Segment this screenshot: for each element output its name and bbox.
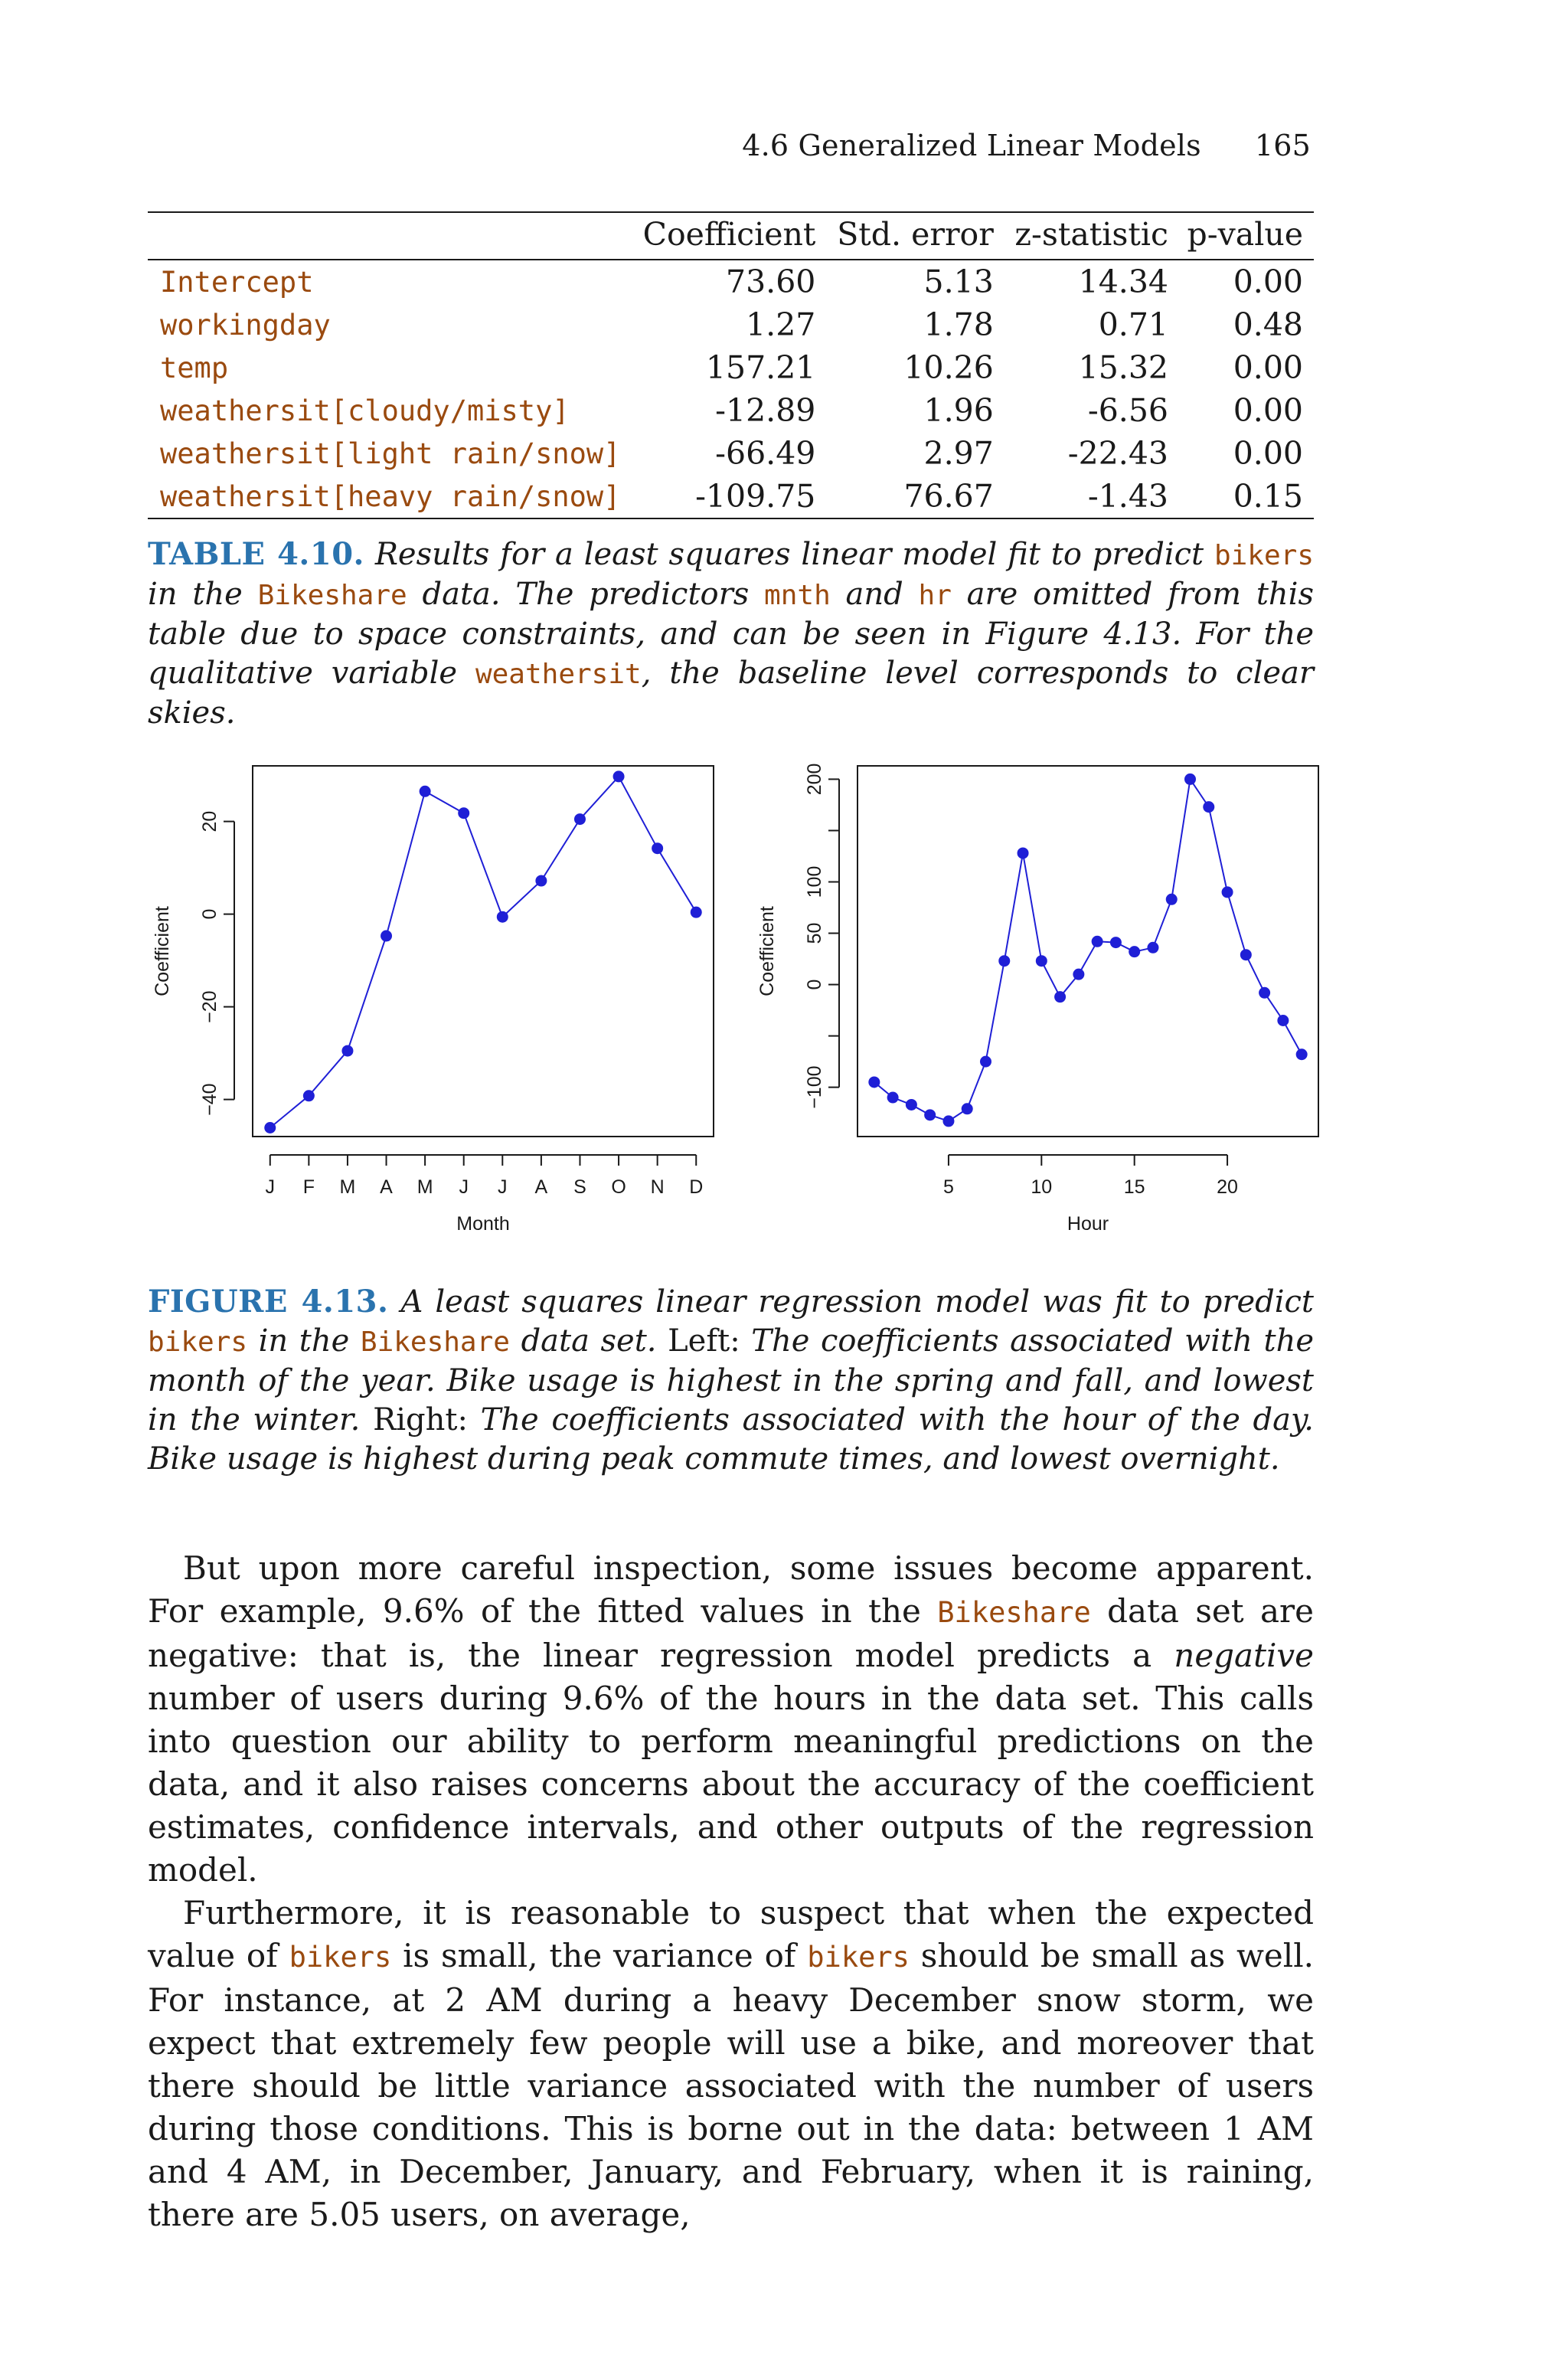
data-point: [303, 1090, 315, 1101]
row-label: weathersit[cloudy/misty]: [160, 394, 570, 427]
inline-code: bikers: [289, 1941, 392, 1974]
data-point: [1222, 886, 1233, 898]
std-error-cell: 2.97: [923, 435, 994, 472]
std-error-cell: 1.78: [923, 306, 994, 343]
y-tick-label: 20: [199, 810, 220, 832]
table-header-cell: p-value: [1187, 216, 1303, 253]
data-point: [613, 770, 625, 782]
table-row: [148, 346, 1314, 389]
x-tick-label: J: [459, 1176, 469, 1198]
emphasis: negative: [1174, 1637, 1314, 1674]
x-tick-label: 10: [1031, 1176, 1053, 1198]
y-tick-label: −20: [199, 990, 220, 1023]
y-tick-label: 0: [804, 979, 825, 990]
coefficient-cell: -66.49: [715, 435, 816, 472]
data-point: [1129, 946, 1140, 957]
x-tick-label: M: [339, 1176, 356, 1198]
coefficient-table: [148, 211, 1314, 519]
data-point: [535, 875, 547, 887]
table-caption: [148, 535, 1314, 733]
data-point: [924, 1109, 936, 1120]
row-label: weathersit[heavy rain/snow]: [160, 479, 621, 513]
caption-text: The coefficients associated with the month of the year. Bike usage is highest in the spring and fall, and lowest in the winter.: [148, 1323, 1315, 1438]
std-error-cell: 5.13: [923, 263, 994, 300]
paragraph: [148, 1892, 1314, 2236]
paragraph-text: But upon more careful inspection, some issues become apparent. For example, 9.6% of the fitted values in the: [148, 1549, 1314, 1630]
data-point: [1166, 894, 1178, 905]
caption-code: bikers: [1214, 540, 1314, 571]
data-point: [574, 813, 586, 825]
paragraph-text: data set are negative: that is, the linear regression model predicts a: [148, 1592, 1314, 1674]
data-point: [962, 1103, 973, 1114]
table-header-cell: Std. error: [837, 216, 994, 253]
data-point: [887, 1092, 899, 1104]
inline-code: Bikeshare: [937, 1596, 1091, 1629]
x-axis-label: Hour: [1067, 1213, 1109, 1235]
std-error-cell: 76.67: [903, 478, 994, 515]
section-title: 4.6 Generalized Linear Models: [742, 129, 1201, 162]
x-tick-label: O: [611, 1176, 626, 1198]
z-statistic-cell: -1.43: [1087, 478, 1168, 515]
series-line: [874, 779, 1302, 1120]
data-point: [1018, 847, 1029, 859]
table-row: [148, 389, 1314, 432]
x-tick-label: M: [416, 1176, 433, 1198]
data-point: [458, 807, 469, 819]
p-value-cell: 0.15: [1233, 478, 1303, 515]
row-label: Intercept: [160, 265, 314, 299]
x-tick-label: A: [380, 1176, 393, 1198]
coefficient-cell: 1.27: [746, 306, 816, 343]
running-header: [742, 129, 1311, 162]
caption-text: , the baseline level corresponds to clear skies.: [148, 656, 1315, 731]
data-point: [497, 911, 508, 923]
y-axis-label: Coefficient: [152, 906, 173, 996]
x-tick-label: 15: [1123, 1176, 1145, 1198]
caption-text: and: [845, 577, 903, 612]
caption-text: in the: [258, 1323, 350, 1359]
table-row: [148, 432, 1314, 475]
data-point: [341, 1045, 353, 1057]
data-point: [691, 907, 702, 918]
coefficient-cell: -12.89: [715, 392, 816, 429]
y-tick-label: 0: [199, 908, 220, 920]
paragraph-text: Furthermore, it is reasonable to suspect that when the expected value of: [148, 1894, 1314, 1974]
table-header-row: [148, 212, 1314, 260]
inline-code: bikers: [807, 1941, 910, 1974]
paragraph: [148, 1547, 1314, 1892]
y-tick-label: −40: [199, 1083, 220, 1116]
figure-caption: [148, 1282, 1314, 1479]
paragraph-text: number of users during 9.6% of the hours in the data set. This calls into question our ability to perform meaningful predictions on the data, and it also raises concerns about the accuracy of the coefficient estimates, confidence intervals, and other outputs of the regression model.: [148, 1680, 1314, 1889]
table-row: [148, 475, 1314, 518]
coefficient-cell: -109.75: [695, 478, 816, 515]
coefficient-cell: 157.21: [705, 349, 816, 386]
caption-code: hr: [918, 580, 952, 611]
caption-text: A least squares linear regression model was fit to predict: [400, 1284, 1315, 1320]
p-value-cell: 0.00: [1233, 435, 1303, 472]
table-row: [148, 303, 1314, 346]
data-point: [420, 786, 431, 797]
caption-text: in the: [148, 577, 243, 612]
coefficient-cell: 73.60: [726, 263, 816, 300]
data-point: [1184, 774, 1196, 785]
x-tick-label: J: [265, 1176, 276, 1198]
z-statistic-cell: 14.34: [1078, 263, 1168, 300]
data-point: [264, 1122, 276, 1133]
x-tick-label: 5: [942, 1176, 954, 1198]
z-statistic-cell: 15.32: [1078, 349, 1168, 386]
data-point: [1092, 936, 1103, 947]
caption-code: bikers: [148, 1326, 248, 1358]
data-point: [1036, 955, 1047, 967]
data-point: [1296, 1048, 1308, 1060]
std-error-cell: 1.96: [923, 392, 994, 429]
y-tick-label: −100: [804, 1065, 825, 1109]
caption-text: data. The predictors: [422, 577, 750, 612]
row-label: temp: [160, 351, 229, 384]
caption-left-marker: Left:: [668, 1323, 740, 1359]
z-statistic-cell: -22.43: [1067, 435, 1168, 472]
x-tick-label: A: [534, 1176, 548, 1198]
body-text: [148, 1547, 1314, 2236]
row-label: workingday: [160, 308, 331, 342]
x-tick-label: N: [650, 1176, 665, 1198]
table-header-cell: z-statistic: [1014, 216, 1168, 253]
data-point: [381, 931, 392, 942]
table-caption-label: TABLE 4.10.: [148, 536, 364, 572]
month-coefficient-chart: [145, 751, 727, 1241]
data-point: [1054, 991, 1066, 1003]
z-statistic-cell: -6.56: [1087, 392, 1168, 429]
data-point: [868, 1076, 880, 1088]
caption-text: Results for a least squares linear model fit to predict: [374, 537, 1204, 572]
data-point: [1147, 942, 1158, 953]
paragraph-text: should be small as well. For instance, at 2 AM during a heavy December snow storm, we expect that extremely few people will use a bike, and moreover that there should be little variance associated with the number of users during those conditions. This is borne out in the data: between 1 AM and 4 AM, in December, January, and February, when it is raining, there are 5.05 users, on average,: [148, 1937, 1315, 2233]
figure-caption-label: FIGURE 4.13.: [148, 1284, 389, 1320]
p-value-cell: 0.00: [1233, 263, 1303, 300]
caption-code: Bikeshare: [257, 580, 407, 611]
p-value-cell: 0.48: [1233, 306, 1303, 343]
series-line: [270, 777, 696, 1128]
x-tick-label: J: [498, 1176, 508, 1198]
y-tick-label: 50: [804, 922, 825, 944]
y-tick-label: 100: [804, 865, 825, 898]
hour-coefficient-chart: [750, 751, 1332, 1241]
x-tick-label: 20: [1217, 1176, 1238, 1198]
caption-code: mnth: [764, 580, 831, 611]
data-point: [1110, 937, 1122, 948]
caption-text: are omitted from this table due to space constraints, and can be seen in Figure 4.13. For the qualitative variable: [148, 577, 1314, 691]
x-tick-label: S: [573, 1176, 586, 1198]
std-error-cell: 10.26: [903, 349, 994, 386]
x-axis-label: Month: [456, 1213, 510, 1235]
data-point: [1073, 969, 1084, 980]
table-header-cell: Coefficient: [642, 216, 816, 253]
caption-right-marker: Right:: [373, 1402, 468, 1438]
p-value-cell: 0.00: [1233, 392, 1303, 429]
data-point: [998, 955, 1010, 967]
y-tick-label: 200: [804, 763, 825, 796]
data-point: [906, 1099, 917, 1110]
data-point: [942, 1115, 954, 1127]
data-point: [1277, 1015, 1289, 1026]
z-statistic-cell: 0.71: [1098, 306, 1168, 343]
page-number: 165: [1254, 129, 1311, 162]
row-label: weathersit[light rain/snow]: [160, 437, 621, 470]
caption-code: Bikeshare: [360, 1326, 510, 1358]
data-point: [980, 1056, 991, 1068]
x-tick-label: F: [302, 1176, 315, 1198]
table-header-cell: [148, 212, 631, 260]
y-axis-label: Coefficient: [756, 906, 778, 996]
data-point: [1259, 987, 1270, 999]
data-point: [1203, 801, 1214, 813]
p-value-cell: 0.00: [1233, 349, 1303, 386]
data-point: [1240, 949, 1252, 960]
table-row: [148, 260, 1314, 303]
caption-text: The coefficients associated with the hour of the day. Bike usage is highest during peak commute times, and lowest overnight.: [148, 1402, 1314, 1477]
data-point: [652, 842, 663, 854]
caption-code: weathersit: [475, 659, 642, 690]
caption-text: data set.: [521, 1323, 657, 1359]
paragraph-text: is small, the variance of: [403, 1937, 796, 1974]
x-tick-label: D: [689, 1176, 704, 1198]
